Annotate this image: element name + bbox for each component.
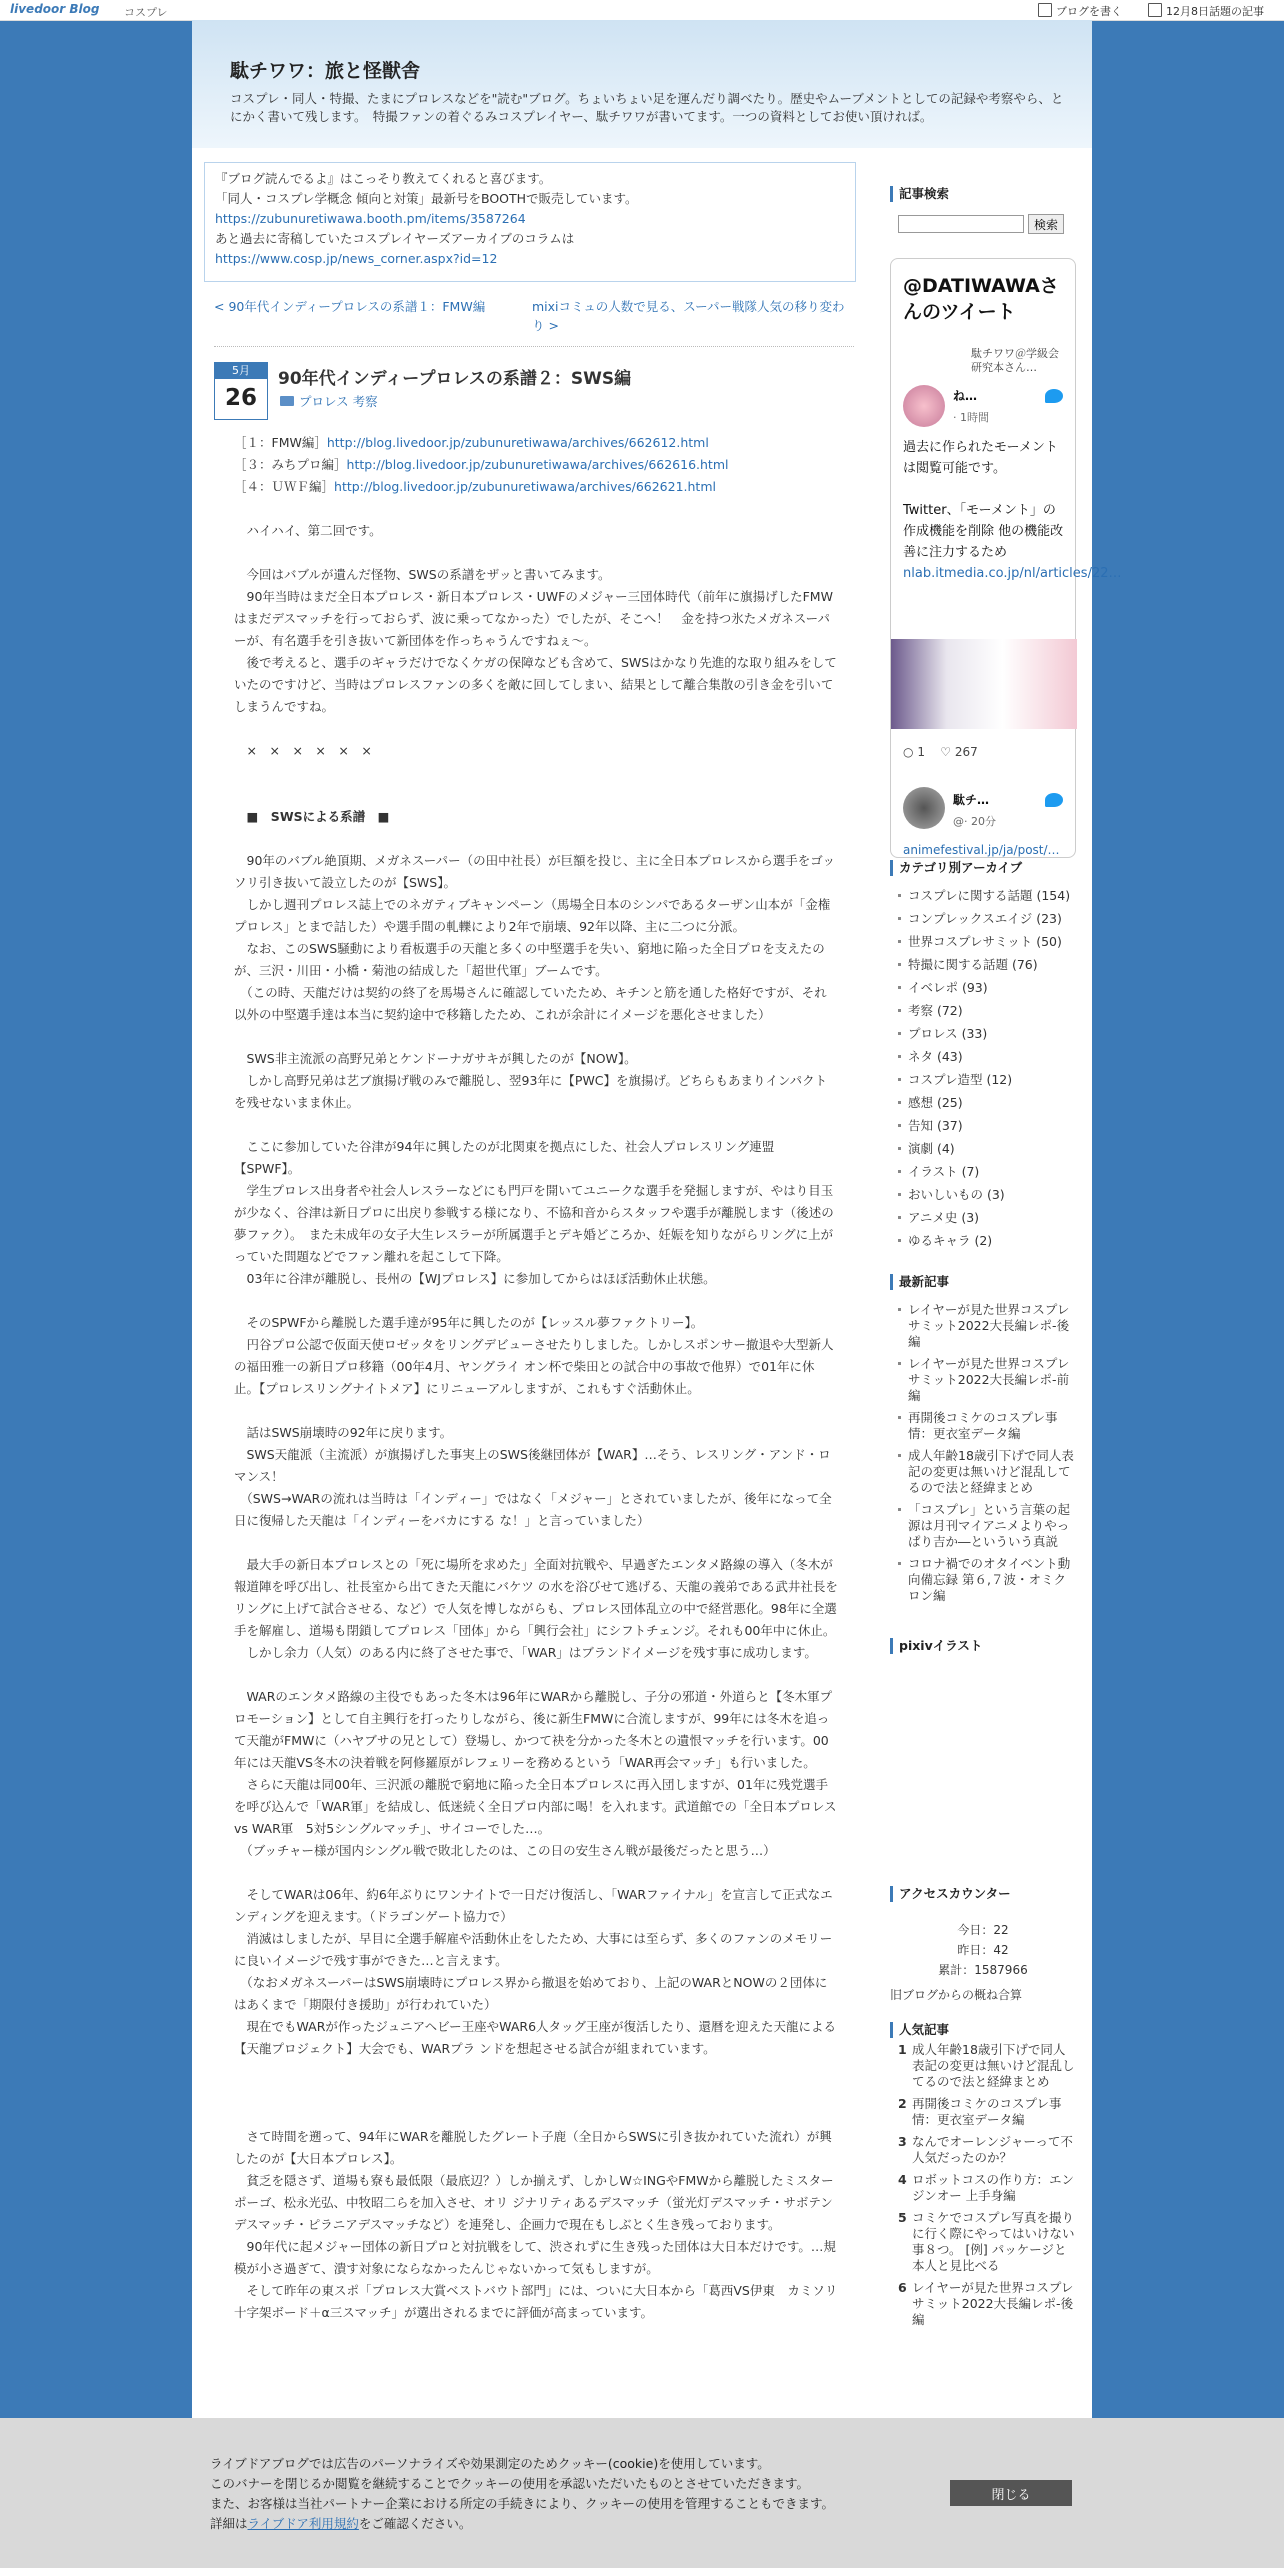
tweet-author[interactable]: 駄チ… (953, 793, 990, 807)
paragraph (234, 2104, 838, 2126)
write-blog-label: ブログを書く (1056, 5, 1122, 18)
popular-title-text: なんでオーレンジャーって不人気だったのか？ (912, 2134, 1073, 2165)
blog-title[interactable]: 駄チワワ：旅と怪獣舎 (230, 60, 421, 82)
search-button[interactable]: 検索 (1028, 214, 1064, 234)
popular-item[interactable] (898, 2280, 1076, 2334)
booth-link[interactable]: https://zubunuretiwawa.booth.pm/items/3587264 (215, 211, 526, 226)
related-link[interactable]: http://blog.livedoor.jp/zubunuretiwawa/archives/662616.html (346, 457, 729, 472)
paragraph (234, 784, 838, 806)
category-item[interactable]: 世界コスプレサミット (50) (898, 930, 1076, 953)
category-item[interactable]: 告知 (37) (898, 1114, 1076, 1137)
category-link[interactable]: コスプレ (124, 6, 168, 19)
divider (214, 346, 854, 347)
cookie-suffix: をご確認ください。 (358, 2516, 472, 2531)
notice-line: 「同人・コスプレ学概念 傾向と対策」最新号をBOOTHで販売しています。 (215, 191, 638, 206)
cookie-line (210, 2514, 930, 2534)
paragraph (234, 2082, 838, 2104)
calendar-icon (1148, 3, 1162, 17)
paragraph: しかし週刊プロレス誌上でのネガティブキャンペーン（馬場全日本のシンパであるターザン山本が「金権プロレス」とまで詰した）や選手間の軋轢により2年で崩壊、92年以降、主に二つに分派。 (234, 897, 831, 934)
paragraph: SWS非主流派の高野兄弟とケンドーナガサキが興したのが【NOW】。 (234, 1051, 637, 1066)
paragraph: なお、このSWS騒動により看板選手の天龍と多くの中堅選手を失い、窮地に陥った全日プロを支えたのが、三沢・川田・小橋・菊池の結成した「超世代軍」ブームです。 (234, 941, 825, 978)
counter-today: 今日：22 (957, 1923, 1009, 1937)
paragraph: 貧乏を隠さず、道場も寮も最低限（最底辺？）しか揃えず、しかしW☆INGやFMWから離脱したミスターポーゴ、松永光弘、中牧昭二らを加入させ、オリ ジナリティあるデスマッチ（蛍光灯デスマッチ・サボテンデスマッチ・ピラニアデスマッチなど）を連発し、企画力で現在もしぶとく生き残っております。 (234, 2173, 834, 2232)
category-item[interactable]: ゆるキャラ (2) (898, 1229, 1076, 1252)
paragraph: そしてWARは06年、約6年ぶりにワンナイトで一日だけ復活し、「WARファイナル」を宣言して正式なエンディングを迎えます。（ドラゴンゲート協力で） (234, 1887, 833, 1924)
reply-count: 1 (917, 745, 925, 759)
blog-header (192, 20, 1092, 148)
category-item[interactable]: コスプレ造型 (12) (898, 1068, 1076, 1091)
counter-title: アクセスカウンター (890, 1886, 1011, 1902)
search-title: 記事検索 (890, 186, 949, 202)
category-item[interactable]: 感想 (25) (898, 1091, 1076, 1114)
logo-blog-text: Blog (69, 2, 100, 16)
rank-number: 4 (898, 2172, 907, 2187)
rank-number: 1 (898, 2042, 907, 2057)
pencil-icon (1038, 3, 1052, 17)
paragraph: （この時、天龍だけは契約の終了を馬場さんに確認していたため、キチンと筋を通した格好ですが、それ以外の中堅選手達は本当に契約途中で移籍したため、これが余計にイメージを悪化させました） (234, 985, 827, 1022)
paragraph (234, 2060, 838, 2082)
paragraph: 円谷プロ公認で仮面天使ロゼッタをリングデビューさせたりしました。しかしスポンサー撤退や大型新人の福田雅一の新日プロ移籍（00年4月、ヤングライ オン杯で柴田との試合中の事故で他界）で01年に休止。【プロレスリングナイトメア】にリニューアルしますが、これもすぐ活動休止。 (234, 1337, 834, 1396)
paragraph: そのSPWFから離脱した選手達が95年に興したのが【レッスル夢ファクトリー】。 (234, 1315, 704, 1330)
paragraph: × × × × × × (234, 743, 372, 758)
paragraph (234, 1862, 838, 1884)
paragraph: 03年に谷津が離脱し、長州の【WJプロレス】に参加してからはほぼ活動休止状態。 (234, 1271, 716, 1286)
category-item[interactable]: プロレス (33) (898, 1022, 1076, 1045)
tweet-image[interactable] (891, 639, 1077, 729)
category-label: プロレス 考察 (299, 394, 378, 409)
close-button[interactable]: 閉じる (950, 2480, 1072, 2506)
counter-yesterday: 昨日：42 (957, 1943, 1009, 1957)
logo-text: livedoor (10, 2, 66, 16)
counter-total: 累計：1587966 (938, 1963, 1028, 1977)
popular-item[interactable] (898, 2134, 1076, 2172)
cookie-line: このバナーを閉じるか閲覧を継続することでクッキーの使用を承認いただいたものとさせていただきます。 (210, 2476, 810, 2491)
notice-line: あと過去に寄稿していたコスプレイヤーズアーカイブのコラムは (215, 231, 575, 246)
paragraph: 学生プロレス出身者や社会人レスラーなどにも門戸を開いてユニークな選手を発掘しますが、やはり目玉が少なく、谷津は新日プロに出戻り参戦する様になり、不協和音からスタッフや選手が離脱します（後述の夢ファク）。 また未成年の女子大生レスラーが所属選手とデキ婚どころか、妊娠を知りながらリングに上がっていた問題などでファン離れを起こして下降。 (234, 1183, 834, 1264)
twitter-bird-icon (1045, 389, 1063, 403)
avatar[interactable] (903, 385, 945, 427)
article-title[interactable]: 90年代インディープロレスの系譜２：SWS編 (278, 369, 632, 389)
category-list (898, 884, 1076, 1252)
tweet-author[interactable]: ね… (953, 389, 978, 403)
write-blog-link[interactable] (1038, 3, 1122, 19)
paragraph: 90年のバブル絶頂期、メガネスーパー（の田中社長）が巨額を投じ、主に全日本プロレスから選手をゴッソリ引き抜いて設立したのが【SWS】。 (234, 853, 836, 890)
paragraph: そして昨年の東スポ「プロレス大賞ベストバウト部門」には、ついに大日本から「葛西VS伊東 カミソリ十字架ボード＋α三スマッチ」が選出されるまでに評価が高まっています。 (234, 2283, 838, 2320)
paragraph (234, 498, 838, 520)
pixiv-title: pixivイラスト (890, 1638, 982, 1654)
rank-number: 3 (898, 2134, 907, 2149)
paragraph (234, 1026, 838, 1048)
recent-title: 最新記事 (890, 1274, 949, 1290)
blog-description: コスプレ・同人・特撮、たまにプロレスなどを"読む"ブログ。ちょいちょい足を運んだり調べたり。歴史やムーブメントとしての記録や考察やら、とにかく書いて残します。 特撮ファンの着ぐるみコスプレイヤー、駄チワワが書いてます。一つの資料としてお使い頂ければ。 (230, 91, 1064, 124)
popular-title-text: 成人年齢18歳引下げで同人表記の変更は無いけど混乱してるので法と経緯まとめ (912, 2042, 1075, 2089)
category-title: カテゴリ別アーカイブ (890, 860, 1022, 876)
paragraph: 今回はバブルが遺んだ怪物、SWSの系譜をザッと書いてみます。 (234, 567, 611, 582)
related-label: ［４：ＵＷＦ編］ (234, 479, 335, 494)
recent-item[interactable]: 「コスプレ」という言葉の起源は月刊マイアニメよりやっぱり吉か―といういう真説 (898, 1502, 1076, 1556)
avatar[interactable] (903, 787, 945, 829)
paragraph: さて時間を遡って、94年にWARを離脱したグレート子鹿（全日からSWSに引き抜かれていた流れ）が興したのが【大日本プロレス】。 (234, 2129, 832, 2166)
tweet-link[interactable]: animefestival.jp/ja/post/… (903, 843, 1060, 857)
topics-label: 12月8日話題の記事 (1166, 5, 1264, 18)
paragraph: 現在でもWARが作ったジュニアヘビー王座やWAR6人タッグ王座が復活したり、還暦を迎えた天龍による【天龍プロジェクト】大会でも、WARプラ ンドを想起させる試合が組まれています。 (234, 2019, 837, 2056)
article-body (234, 432, 838, 2324)
paragraph: 最大手の新日本プロレスとの「死に場所を求めた」全面対抗戦や、早過ぎたエンタメ路線の導入（冬木が報道陣を呼び出し、社長室から出てきた天龍にバケツ の水を浴びせて逃げる、天龍の義弟である武井社長をリングに上げて試合させる、など）で人気を博しながらも、プロレス団体乱立の中で経営悪化。98年に全選手を解雇し、道場も閉鎖してプロレス「団体」から「興行会社」にシフトチェンジ。それも00年中に休止。 (234, 1557, 838, 1638)
twitter-widget (890, 258, 1122, 858)
cookie-text (210, 2454, 930, 2534)
prev-article-link[interactable]: < 90年代インディープロレスの系譜１：FMW編 (214, 299, 486, 314)
cookie-line: また、お客様は当社パートナー企業における所定の手続きにより、クッキーの使用を管理することもできます。 (210, 2496, 835, 2511)
recent-item[interactable]: レイヤーが見た世界コスプレサミット2022大長編レポ-後編 (898, 1302, 1076, 1356)
popular-list (898, 2042, 1076, 2334)
tweet-time[interactable]: · 1時間 (953, 411, 989, 424)
paragraph (234, 542, 838, 564)
paragraph: ハイハイ、第二回です。 (234, 523, 382, 538)
related-link-row (234, 476, 838, 498)
paragraph (234, 762, 838, 784)
popular-title-text: コミケでコスプレ写真を撮りに行く際にやってはいけない事８つ。 [例] パッケージと本人と見比べる (912, 2210, 1075, 2273)
category-item[interactable]: イベレポ (93) (898, 976, 1076, 999)
related-label: ［３：みちプロ編］ (234, 457, 347, 472)
search-input[interactable] (898, 215, 1024, 233)
paragraph: （なおメガネスーパーはSWS崩壊時にプロレス界から撤退を始めており、上記のWARとNOWの２団体にはあくまで「期限付き援助」が行われていた） (234, 1975, 828, 2012)
access-counter (890, 1920, 1076, 1980)
recent-item[interactable]: 成人年齢18歳引下げで同人表記の変更は無いけど混乱してるので法と経緯まとめ (898, 1448, 1076, 1502)
category-item[interactable]: 演劇 (4) (898, 1137, 1076, 1160)
paragraph: 消滅はしましたが、早目に全選手解雇や活動休止をしたため、大事には至らず、多くのファンのメモリーに良いイメージで残す事ができた…と言えます。 (234, 1931, 833, 1968)
cookie-banner (0, 2418, 1284, 2568)
tweet-body: 過去に作られたモーメントは閲覧可能です。 Twitter、「モーメント」の作成機能を削除 他の機能改善に注力するため (903, 440, 1064, 560)
paragraph: しかし余力（人気）のある内に終了させた事で、「WAR」はブランドイメージを残す事に成功します。 (234, 1645, 817, 1660)
related-label: ［１：FMW編］ (234, 435, 327, 450)
rank-number: 5 (898, 2210, 907, 2225)
category-item[interactable]: コスプレに関する話題 (154) (898, 884, 1076, 907)
related-link[interactable]: http://blog.livedoor.jp/zubunuretiwawa/archives/662621.html (334, 479, 716, 494)
article-paragraphs (234, 498, 838, 2324)
paragraph: 話はSWS崩壊時の92年に戻ります。 (234, 1425, 453, 1440)
paragraph: ここに参加していた谷津が94年に興したのが北関東を拠点にした、社会人プロレスリング連盟【SPWF】。 (234, 1139, 775, 1176)
category-item[interactable]: 考察 (72) (898, 999, 1076, 1022)
category-item[interactable]: コンプレックスエイジ (23) (898, 907, 1076, 930)
category-item[interactable]: 特撮に関する話題 (76) (898, 953, 1076, 976)
related-link-row (234, 432, 838, 454)
related-link[interactable]: http://blog.livedoor.jp/zubunuretiwawa/archives/662612.html (326, 435, 709, 450)
page-container (192, 20, 1122, 2568)
paragraph: ■ SWSによる系譜 ■ (234, 809, 390, 824)
livedoor-blog-logo[interactable] (10, 2, 99, 16)
recent-item[interactable]: レイヤーが見た世界コスプレサミット2022大長編レポ-前編 (898, 1356, 1076, 1410)
topics-link[interactable] (1148, 3, 1264, 19)
popular-title: 人気記事 (890, 2022, 949, 2038)
paragraph: 90年当時はまだ全日本プロレス・新日本プロレス・UWFのメジャー三団体時代（前年に旗揚げしたFMWはまだデスマッチを行っておらず、波に乗ってなかった）でしたが、そこへ！ 金を持つ氷たメガネスーパーが、有名選手を引き抜いて新団体を作っちゃうんですねぇ～。 (234, 589, 833, 648)
popular-item[interactable] (898, 2172, 1076, 2210)
tweet-time[interactable]: @· 20分 (953, 815, 996, 828)
article-categories[interactable] (280, 392, 378, 410)
recent-item[interactable]: コロナ禍でのオタイベント動向備忘録 第６,７波・オミクロン編 (898, 1556, 1076, 1610)
related-links (234, 432, 838, 498)
paragraph: 後で考えると、選手のギャラだけでなくケガの保障なども含めて、SWSはかなり先進的な取り組みをしていたのですけど、当時はプロレスファンの多くを敵に回してしまい、結果として離合集散の引き金を引いてしまうんですね。 (234, 655, 837, 714)
tweet-actions (903, 745, 978, 759)
notice-box (204, 162, 856, 282)
popular-title-text: 再開後コミケのコスプレ事情：更衣室データ編 (912, 2096, 1062, 2127)
folder-icon (280, 396, 294, 406)
recent-item[interactable]: 再開後コミケのコスプレ事情：更衣室データ編 (898, 1410, 1076, 1448)
notice-line: 『ブログ読んでるよ』はこっそり教えてくれると喜びます。 (215, 171, 552, 186)
paragraph: （ブッチャー様が国内シングル戦で敗北したのは、この日の安生さん戦が最後だったと思う…） (234, 1843, 776, 1858)
rank-number: 6 (898, 2280, 907, 2295)
post-month: 5月 (215, 363, 267, 379)
paragraph: 90年代に起メジャー団体の新日プロと対抗戦をして、渋されずに生き残った団体は大日本だけです。…規模が小さ過ぎて、潰す対象にならなかったんじゃないかって気もしますが。 (234, 2239, 836, 2276)
popular-title-text: レイヤーが見た世界コスプレサミット2022大長編レポ-後編 (912, 2280, 1074, 2327)
twitter-heading[interactable]: @DATIWAWAさんのツイート (903, 275, 1059, 323)
like-icon[interactable]: ♡ (940, 745, 951, 759)
twitter-bird-icon (1045, 793, 1063, 807)
paragraph: WARのエンタメ路線の主役でもあった冬木は96年にWARから離脱し、子分の邪道・外道らと【冬木軍プロモーション】として自主興行を打ったりしながら、後に新生FMWに合流しますが、99年には冬木を追って天龍がFMWに（ハヤブサの兄として）登場し、かつて袂を分かった冬木との遺恨マッチを行います。00年には天龍VS冬木の決着戦を阿修羅原がレフェリーを務めるという「WAR再会マッチ」も行いました。 (234, 1689, 833, 1770)
category-item[interactable]: おいしいもの (3) (898, 1183, 1076, 1206)
next-article-link[interactable]: mixiコミュの人数で見る、スーパー戦隊人気の移り変わり > (532, 299, 845, 333)
paragraph (234, 1532, 838, 1554)
like-count: 267 (954, 745, 978, 759)
paragraph: （SWS→WARの流れは当時は「インディー」ではなく「メジャー」とされていましたが、後年になって全日に復帰した天龍は「インディーをバカにする な！」と言っていました） (234, 1491, 832, 1528)
cookie-line: ライブドアブログでは広告のパーソナライズや効果測定のためクッキー(cookie)を使用しています。 (210, 2456, 770, 2471)
cosp-link[interactable]: https://www.cosp.jp/news_corner.aspx?id=12 (215, 251, 498, 266)
paragraph (234, 1114, 838, 1136)
paragraph (234, 1664, 838, 1686)
cookie-prefix: 詳細は (210, 2516, 248, 2531)
retweet-label: 駄チワワ＠学級会研究本さん… (971, 347, 1059, 374)
tweet-link[interactable]: nlab.itmedia.co.jp/nl/articles/22… (903, 566, 1122, 581)
paragraph (234, 828, 838, 850)
top-bar (0, 0, 1284, 21)
popular-item[interactable] (898, 2042, 1076, 2096)
post-day: 26 (224, 385, 257, 411)
tweet-text (903, 437, 1122, 584)
category-item[interactable]: イラスト (7) (898, 1160, 1076, 1183)
popular-item[interactable] (898, 2210, 1076, 2280)
category-item[interactable]: ネタ (43) (898, 1045, 1076, 1068)
popular-item[interactable] (898, 2096, 1076, 2134)
old-blog-note: 旧ブログからの概ね合算 (890, 1988, 1023, 2002)
paragraph: SWS天龍派（主流派）が旗揚げした事実上のSWS後継団体が【WAR】…そう、レスリング・アンド・ロマンス！ (234, 1447, 831, 1484)
search-form (898, 214, 1064, 234)
paragraph (234, 1290, 838, 1312)
paragraph: さらに天龍は同00年、三沢派の離脱で窮地に陥った全日本プロレスに再入団しますが、01年に残党選手を呼び込んで「WAR軍」を結成し、低迷続く全日プロ内部に喝！を入れます。武道館での「全日本プロレス vs WAR軍 5対5シングルマッチ」、サイコーでした…。 (234, 1777, 837, 1836)
rank-number: 2 (898, 2096, 907, 2111)
paragraph (234, 1400, 838, 1422)
terms-link[interactable]: ライブドア利用規約 (247, 2516, 359, 2531)
reply-icon[interactable]: ○ (903, 745, 914, 759)
paragraph: しかし高野兄弟は艺ブ旗揚げ戦のみで離脱し、翌93年に【PWC】を旗揚げ。どちらもあまりインパクトを残せないまま休止。 (234, 1073, 828, 1110)
category-item[interactable]: アニメ史 (3) (898, 1206, 1076, 1229)
popular-title-text: ロボットコスの作り方：エンジンオー 上手身編 (912, 2172, 1075, 2203)
post-date (214, 362, 268, 420)
recent-list (898, 1302, 1076, 1610)
paragraph (234, 718, 838, 740)
related-link-row (234, 454, 838, 476)
